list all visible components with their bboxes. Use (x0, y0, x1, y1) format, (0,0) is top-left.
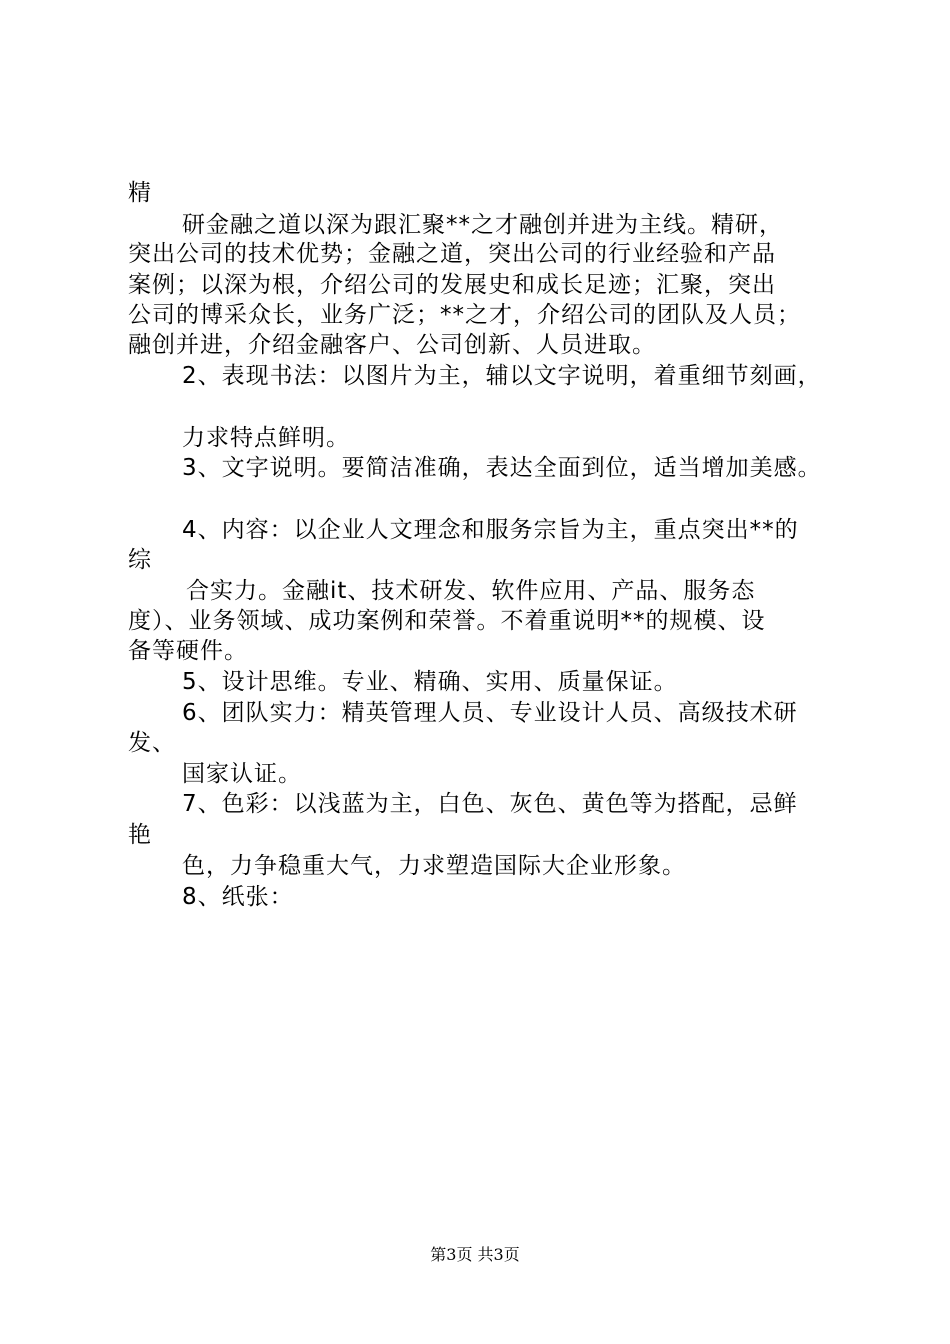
text-line: 精 (128, 180, 152, 206)
text-line: 2、表现书法：以图片为主，辅以文字说明，着重细节刻画， (182, 363, 822, 389)
text-line: 度）、业务领域、成功案例和荣誉。不着重说明**的规模、设 (128, 608, 766, 634)
page-footer: 第3页 共3页 (430, 1245, 520, 1264)
text-line: 力求特点鲜明。 (182, 425, 350, 451)
text-line: 7、色彩：以浅蓝为主，白色、灰色、黄色等为搭配，忌鲜 (182, 791, 798, 817)
text-line: 发、 (128, 730, 176, 756)
text-line: 突出公司的技术优势；金融之道，突出公司的行业经验和产品 (128, 241, 776, 267)
text-line: 5、设计思维。专业、精确、实用、质量保证。 (182, 669, 678, 695)
text-line: 3、文字说明。要简洁准确，表达全面到位，适当增加美感。 (182, 455, 822, 481)
text-line: 4、内容：以企业人文理念和服务宗旨为主，重点突出**的 (182, 517, 799, 543)
text-line: 合实力。金融it、技术研发、软件应用、产品、服务态 (186, 578, 756, 604)
text-line: 艳 (128, 822, 152, 848)
text-line: 研金融之道以深为跟汇聚**之才融创并进为主线。精研， (182, 212, 783, 238)
text-line: 综 (128, 547, 152, 573)
text-line: 公司的博采众长，业务广泛；**之才，介绍公司的团队及人员； (128, 302, 801, 328)
text-line: 备等硬件。 (128, 638, 248, 664)
text-line: 融创并进，介绍金融客户、公司创新、人员进取。 (128, 332, 656, 358)
text-line: 色，力争稳重大气，力求塑造国际大企业形象。 (182, 853, 686, 879)
text-line: 国家认证。 (182, 761, 302, 787)
text-line: 案例；以深为根，介绍公司的发展史和成长足迹；汇聚，突出 (128, 272, 776, 298)
text-line: 6、团队实力：精英管理人员、专业设计人员、高级技术研 (182, 700, 798, 726)
text-line: 8、纸张： (182, 884, 294, 910)
